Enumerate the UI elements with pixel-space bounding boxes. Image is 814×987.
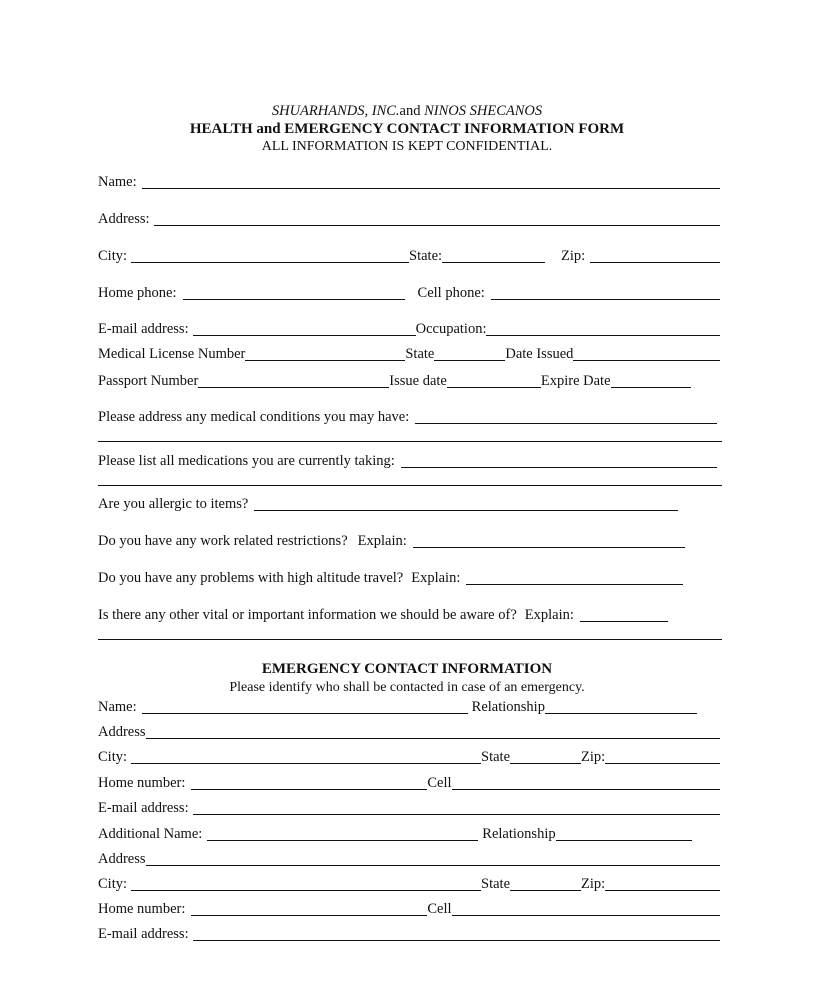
license-state-label: State	[405, 346, 435, 362]
email-field[interactable]	[193, 321, 416, 336]
ec-home-number-label: Home number:	[98, 775, 186, 791]
ec-name-field[interactable]	[142, 699, 468, 714]
cell-phone-field[interactable]	[491, 285, 720, 300]
ec-state-field[interactable]	[510, 749, 581, 764]
altitude-field[interactable]	[466, 570, 683, 585]
emergency-subtitle: Please identify who shall be contacted in case of an emergency.	[229, 680, 585, 695]
ec2-home-number-field[interactable]	[191, 901, 427, 916]
other-info-line-2[interactable]	[98, 639, 722, 640]
date-issued-field[interactable]	[573, 346, 720, 361]
ec-relationship-field[interactable]	[545, 699, 697, 714]
medical-conditions-line-2[interactable]	[98, 441, 722, 442]
ec2-email-row	[98, 923, 720, 943]
ec-cell-label: Cell	[427, 775, 452, 791]
email-label: E-mail address:	[98, 321, 189, 337]
ec2-email-label: E-mail address:	[98, 926, 189, 942]
ec-home-number-field[interactable]	[191, 775, 427, 790]
ec-cell-field[interactable]	[452, 775, 720, 790]
ec-city-label: City:	[98, 749, 128, 765]
ec2-relationship-label: Relationship	[482, 826, 556, 842]
medical-conditions-row	[98, 406, 720, 426]
restrictions-label: Do you have any work related restrictions?	[98, 533, 348, 549]
ec2-zip-field[interactable]	[605, 876, 720, 891]
ec-address-field[interactable]	[146, 724, 720, 739]
address-row	[98, 208, 720, 228]
ec2-city-label: City:	[98, 876, 128, 892]
cell-phone-label: Cell phone:	[417, 285, 485, 301]
medications-line-2[interactable]	[98, 485, 722, 486]
altitude-explain-label: Explain:	[411, 570, 461, 586]
other-info-label: Is there any other vital or important information we should be aware of?	[98, 607, 517, 623]
name-row	[98, 171, 720, 191]
ec2-name-row	[98, 823, 720, 843]
expire-date-label: Expire Date	[540, 373, 611, 389]
ec2-address-field[interactable]	[146, 851, 720, 866]
other-info-explain-label: Explain:	[524, 607, 574, 623]
ec-city-field[interactable]	[131, 749, 481, 764]
company-line	[0, 102, 814, 120]
city-row	[98, 245, 720, 265]
medical-license-label: Medical License Number	[98, 346, 246, 362]
ec2-zip-label: Zip:	[581, 876, 606, 892]
other-info-row	[98, 604, 720, 624]
medical-conditions-label: Please address any medical conditions you may have:	[98, 409, 410, 425]
ec2-phone-row	[98, 898, 720, 918]
issue-date-label: Issue date	[389, 373, 447, 389]
phone-row	[98, 282, 720, 302]
name-field[interactable]	[142, 174, 720, 189]
medical-license-row	[98, 343, 720, 363]
ec2-address-label: Address	[98, 851, 146, 867]
ec2-state-field[interactable]	[510, 876, 581, 891]
ec2-home-number-label: Home number:	[98, 901, 186, 917]
ec-address-row	[98, 721, 720, 741]
company-name-1: SHUARHANDS, INC.	[271, 103, 400, 119]
ec-relationship-label: Relationship	[471, 699, 545, 715]
expire-date-field[interactable]	[611, 373, 691, 388]
zip-field[interactable]	[590, 248, 720, 263]
email-row	[98, 318, 720, 338]
ec2-name-label: Additional Name:	[98, 826, 203, 842]
medications-row	[98, 450, 720, 470]
ec-address-label: Address	[98, 724, 146, 740]
form-title: HEALTH and EMERGENCY CONTACT INFORMATION FORM	[189, 121, 625, 137]
restrictions-field[interactable]	[413, 533, 685, 548]
ec-email-row	[98, 797, 720, 817]
state-label: State:	[409, 248, 443, 264]
restrictions-row	[98, 530, 720, 550]
ec2-address-row	[98, 848, 720, 868]
allergies-row	[98, 493, 720, 513]
ec2-cell-field[interactable]	[452, 901, 720, 916]
ec-name-label: Name:	[98, 699, 137, 715]
altitude-row	[98, 567, 720, 587]
license-state-field[interactable]	[434, 346, 505, 361]
home-phone-field[interactable]	[183, 285, 405, 300]
medical-license-field[interactable]	[245, 346, 405, 361]
city-field[interactable]	[131, 248, 409, 263]
other-info-field[interactable]	[580, 607, 668, 622]
ec-email-label: E-mail address:	[98, 800, 189, 816]
company-name-2: NINOS SHECANOS	[424, 103, 543, 119]
ec-zip-field[interactable]	[605, 749, 720, 764]
occupation-field[interactable]	[486, 321, 720, 336]
medical-conditions-field[interactable]	[415, 409, 717, 424]
address-field[interactable]	[154, 211, 720, 226]
ec2-city-row	[98, 873, 720, 893]
allergies-field[interactable]	[254, 496, 678, 511]
restrictions-explain-label: Explain:	[357, 533, 407, 549]
medications-label: Please list all medications you are currently taking:	[98, 453, 395, 469]
passport-label: Passport Number	[98, 373, 199, 389]
home-phone-label: Home phone:	[98, 285, 177, 301]
zip-label: Zip:	[561, 248, 586, 264]
ec2-city-field[interactable]	[131, 876, 481, 891]
address-label: Address:	[98, 211, 150, 227]
passport-row	[98, 370, 720, 390]
ec2-cell-label: Cell	[427, 901, 452, 917]
ec-phone-row	[98, 772, 720, 792]
ec-city-row	[98, 746, 720, 766]
ec-zip-label: Zip:	[581, 749, 606, 765]
company-join: and	[399, 103, 421, 119]
altitude-label: Do you have any problems with high altitude travel?	[98, 570, 404, 586]
ec2-email-field[interactable]	[193, 926, 720, 941]
medications-field[interactable]	[401, 453, 717, 468]
city-label: City:	[98, 248, 128, 264]
date-issued-label: Date Issued	[505, 346, 574, 362]
ec-state-label: State	[481, 749, 511, 765]
passport-field[interactable]	[198, 373, 389, 388]
ec-email-field[interactable]	[193, 800, 720, 815]
issue-date-field[interactable]	[447, 373, 541, 388]
emergency-title: EMERGENCY CONTACT INFORMATION	[261, 661, 553, 677]
form-subtitle: ALL INFORMATION IS KEPT CONFIDENTIAL.	[261, 139, 553, 154]
allergies-label: Are you allergic to items?	[98, 496, 249, 512]
occupation-label: Occupation:	[415, 321, 487, 337]
ec-name-row	[98, 696, 720, 716]
ec2-name-field[interactable]	[207, 826, 478, 841]
ec2-state-label: State	[481, 876, 511, 892]
state-field[interactable]	[442, 248, 545, 263]
name-label: Name:	[98, 174, 137, 190]
ec2-relationship-field[interactable]	[556, 826, 692, 841]
